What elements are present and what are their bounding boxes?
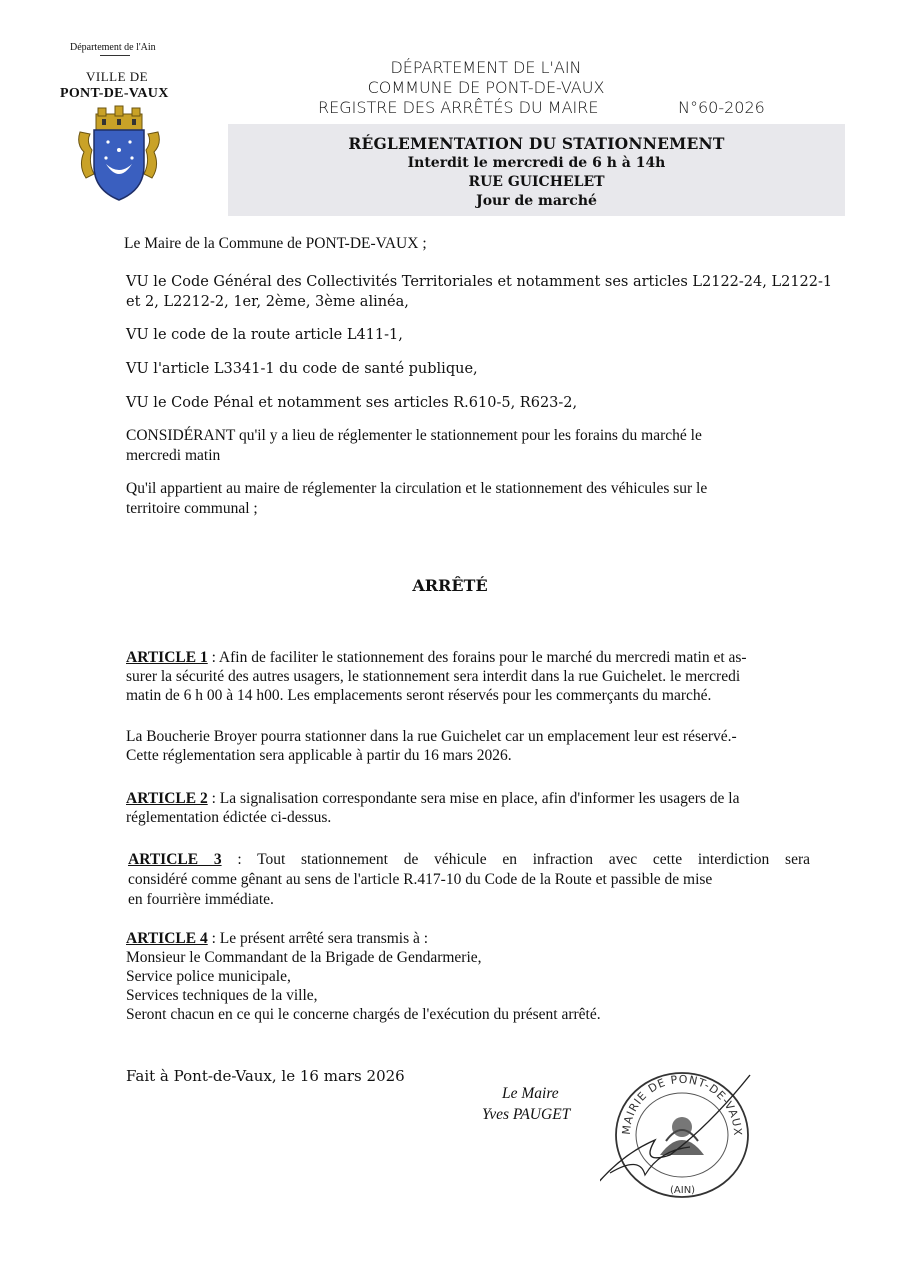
preamble-considerant-line2: mercredi matin (126, 447, 221, 464)
article4-line1 (126, 929, 428, 949)
article2-label: ARTICLE 2 (126, 790, 208, 807)
article3-line1 (128, 850, 810, 870)
title-schedule: Interdit le mercredi de 6 h à 14h (407, 155, 666, 171)
article4-line3: Service police municipale, (126, 968, 291, 985)
header-department: DÉPARTEMENT DE L'AIN (390, 58, 582, 77)
header-registry: REGISTRE DES ARRÊTÉS DU MAIRE (318, 98, 599, 117)
seal-text-bottom: (AIN) (670, 1185, 696, 1196)
preamble-quil-line2: territoire communal ; (126, 500, 258, 517)
article4-line2: Monsieur le Commandant de la Brigade de Gendarmerie, (126, 949, 482, 966)
coat-of-arms-icon (76, 104, 162, 204)
title-street: RUE GUICHELET (468, 174, 605, 190)
fait-a-line: Fait à Pont-de-Vaux, le 16 mars 2026 (126, 1067, 405, 1085)
article1-text-line1: : Afin de faciliter le stationnement des forains pour le marché du mercredi matin et as- (207, 649, 747, 666)
article1-para2-line2: Cette réglementation sera applicable à partir du 16 mars 2026. (126, 747, 512, 764)
preamble-vu1-line2: et 2, L2212-2, 1er, 2ème, 3ème alinéa, (126, 294, 409, 310)
article1-line3: matin de 6 h 00 à 14 h00. Les emplacements seront réservés pour les commerçants du marché. (126, 687, 712, 704)
department-small-label: Département de l'Ain (70, 42, 156, 53)
official-seal-icon (600, 1055, 760, 1205)
article3-text-line1: : Tout stationnement de véhicule en infraction avec cette interdiction sera (221, 851, 810, 868)
article1-para2-line1: La Boucherie Broyer pourra stationner dans la rue Guichelet car un emplacement leur est réservé.- (126, 728, 737, 745)
article4-line5: Seront chacun en ce qui le concerne chargés de l'exécution du présent arrêté. (126, 1006, 601, 1023)
article3-label: ARTICLE 3 (128, 851, 222, 868)
preamble-considerant-line1: CONSIDÉRANT qu'il y a lieu de réglementer le stationnement pour les forains du marché le (126, 427, 702, 444)
seal-text-top: MAIRIE DE PONT-DE-VAUX (619, 1072, 745, 1137)
article1-line1 (126, 648, 747, 668)
title-box (228, 124, 845, 216)
article2-line1 (126, 789, 739, 809)
arrete-heading: ARRÊTÉ (412, 576, 488, 595)
article4-line4: Services techniques de la ville, (126, 987, 318, 1004)
preamble-quil-line1: Qu'il appartient au maire de réglementer la circulation et le stationnement des véhicules sur le (126, 480, 708, 497)
preamble-vu2: VU le code de la route article L411-1, (126, 327, 403, 343)
article3-line3: en fourrière immédiate. (128, 891, 274, 908)
preamble-vu1-line1: VU le Code Général des Collectivités Territoriales et notamment ses articles L2122-24, L2122-1 (126, 274, 833, 290)
ville-de-label: VILLE DE (86, 69, 149, 84)
department-underline (100, 55, 130, 56)
article4-text-line1: : Le présent arrêté sera transmis à : (207, 930, 429, 947)
town-name: PONT-DE-VAUX (60, 86, 169, 101)
article4-label: ARTICLE 4 (126, 930, 208, 947)
title-main: RÉGLEMENTATION DU STATIONNEMENT (348, 134, 725, 153)
preamble-intro: Le Maire de la Commune de PONT-DE-VAUX ; (124, 235, 427, 252)
signer-name: Yves PAUGET (482, 1106, 571, 1123)
title-market-day: Jour de marché (476, 193, 597, 209)
article2-line2: réglementation édictée ci-dessus. (126, 809, 332, 826)
article1-line2: surer la sécurité des autres usagers, le stationnement sera interdit dans la rue Guichelet. le mercredi (126, 668, 741, 685)
preamble-vu4: VU le Code Pénal et notamment ses articles R.610-5, R623-2, (126, 395, 578, 411)
decree-number: N°60-2026 (678, 98, 765, 117)
article1-label: ARTICLE 1 (126, 649, 208, 666)
article2-text-line1: : La signalisation correspondante sera mise en place, afin d'informer les usagers de la (207, 790, 740, 807)
preamble-vu3: VU l'article L3341-1 du code de santé publique, (126, 361, 478, 377)
header-commune: COMMUNE DE PONT-DE-VAUX (367, 78, 605, 97)
article3-line2: considéré comme gênant au sens de l'article R.417-10 du Code de la Route et passible de mise (128, 871, 713, 888)
signer-title: Le Maire (502, 1085, 559, 1102)
